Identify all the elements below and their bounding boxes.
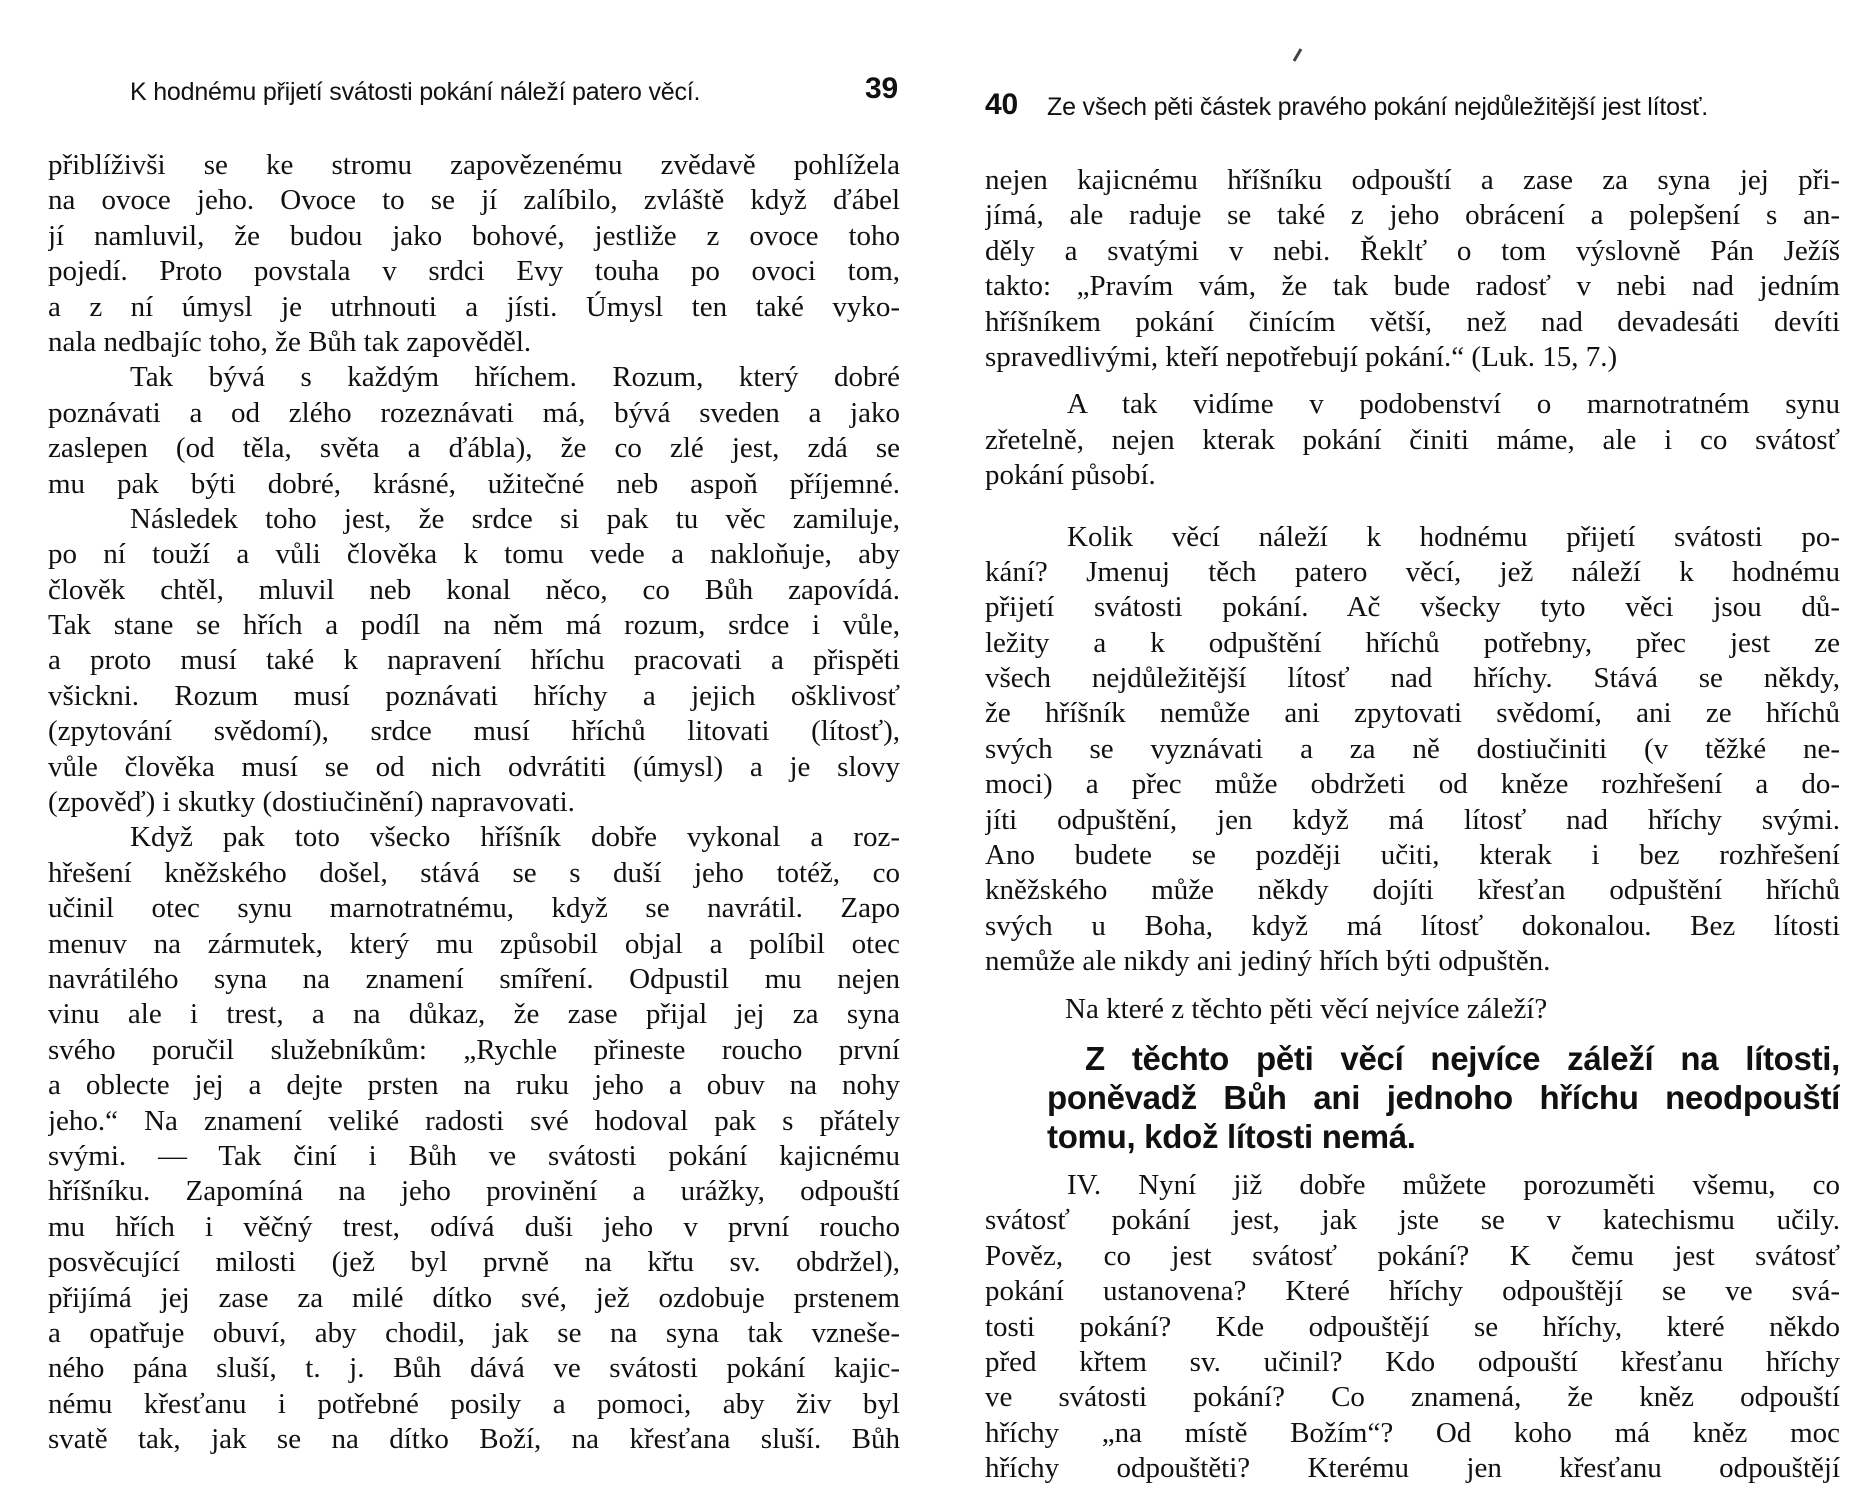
- left-running-title: K hodnému přijetí svátosti pokání náleží patero věcí.: [130, 78, 701, 106]
- text-line: jímá, ale raduje se také z jeho obrácení a polepšení s an-: [985, 199, 1840, 232]
- text-line: všickni. Rozum musí poznávati hříchy a jejich ošklivosť: [48, 679, 900, 712]
- text-line: učinil otec synu marnotratnému, když se navrátil. Zapo: [48, 892, 900, 925]
- text-line: svých u Boha, když má lítosť dokonalou. Bez lítosti: [985, 909, 1840, 942]
- text-line: zřetelně, nejen kterak pokání činiti máme, ale i co svátosť: [985, 423, 1840, 456]
- text-line: ležity a k odpuštění hříchů potřebny, přec jest ze: [985, 626, 1840, 659]
- text-line: navrátilého syna na znamení smíření. Odpustil mu nejen: [48, 962, 900, 995]
- text-line: po ní touží a vůli člověka k tomu vede a nakloňuje, aby: [48, 538, 900, 571]
- text-line: že hříšník nemůže ani zpytovati svědomí, ani ze hříchů: [985, 697, 1840, 730]
- text-line: vůle člověka musí se od nich odvrátiti (úmysl) a je slovy: [48, 750, 900, 783]
- text-line: ve svátosti pokání? Co znamená, že kněz odpouští: [985, 1381, 1840, 1414]
- catechism-answer: [985, 1039, 1840, 1156]
- text-line: svatě tak, jak se na dítko Boží, na křesťana sluší. Bůh: [48, 1423, 900, 1456]
- catechism-question: [985, 992, 1840, 1027]
- text-line: menuv na zármutek, který mu způsobil objal a políbil otec: [48, 927, 900, 960]
- paragraph: [48, 502, 900, 821]
- text-line: Pověz, co jest svátosť pokání? K čemu jest svátosť: [985, 1239, 1840, 1272]
- paragraph: [985, 387, 1840, 493]
- text-line: moci) a přec může obdržeti od kněze rozhřešení a do-: [985, 768, 1840, 801]
- text-line: Tak bývá s každým hříchem. Rozum, který dobré: [130, 361, 900, 394]
- text-line: a z ní úmysl je utrhnouti a jísti. Úmysl ten také vyko-: [48, 290, 900, 323]
- answer-line: tomu, kdož lítosti nemá.: [1047, 1117, 1416, 1155]
- text-line: Ano budete se později učiti, kterak i bez rozhřešení: [985, 839, 1840, 872]
- text-line: takto: „Pravím vám, že tak bude radosť v nebi nad jedním: [985, 270, 1840, 303]
- text-line: kání? Jmenuj těch patero věcí, jež náleží k hodnému: [985, 555, 1840, 588]
- text-line: nemůže ale nikdy ani jediný hřích býti odpuštěn.: [985, 945, 1551, 978]
- right-body-text: [985, 163, 1840, 1487]
- text-line: hříšníku. Zapomíná na jeho provinění a urážky, odpouští: [48, 1175, 900, 1208]
- text-line: nému křesťanu i potřebné posily a pomoci, aby živ byl: [48, 1387, 900, 1420]
- paragraph: [48, 360, 900, 502]
- text-line: Tak stane se hřích a podíl na něm má rozum, srdce i vůle,: [48, 609, 900, 642]
- right-page: [985, 0, 1840, 1500]
- text-line: svého poručil služebníkům: „Rychle přineste roucho první: [48, 1033, 900, 1066]
- answer-line: poněvadž Bůh ani jednoho hříchu neodpouští: [1047, 1078, 1840, 1116]
- text-line: pokání ustanovena? Které hříchy odpouštějí se ve svá-: [985, 1275, 1840, 1308]
- text-line: na ovoce jeho. Ovoce to se jí zalíbilo, zvláště když ďábel: [48, 184, 900, 217]
- text-line: nala nedbajíc toho, že Bůh tak zapověděl.: [48, 325, 532, 358]
- text-line: Když pak toto všecko hříšník dobře vykonal a roz-: [130, 821, 900, 854]
- text-line: spravedlivými, kteří nepotřebují pokání.“ (Luk. 15, 7.): [985, 340, 1618, 373]
- text-line: člověk chtěl, mluvil neb konal něco, co Bůh zapovídá.: [48, 573, 900, 606]
- text-line: před křtem sv. učinil? Kdo odpouští křesťanu hříchy: [985, 1345, 1840, 1378]
- text-line: jeho.“ Na znamení veliké radosti své hodoval pak s přátely: [48, 1104, 900, 1137]
- left-page: [48, 0, 900, 1500]
- paragraph: [985, 520, 1840, 980]
- text-line: IV. Nyní již dobře můžete porozuměti všemu, co: [1067, 1168, 1840, 1201]
- text-line: hříšníkem pokání činícím větší, než nad devadesáti devíti: [985, 305, 1840, 338]
- text-line: vinu ale i trest, a na důkaz, že zase přijal jej za syna: [48, 998, 900, 1031]
- paragraph: [48, 148, 900, 360]
- text-line: zaslepen (od těla, světa a ďábla), že co zlé jest, zdá se: [48, 432, 900, 465]
- text-line: všech nejdůležitější lítosť nad hříchy. Stává se někdy,: [985, 662, 1840, 695]
- text-line: posvěcující milosti (jež byl prvně na křtu sv. obdržel),: [48, 1246, 900, 1279]
- text-line: mu pak býti dobré, krásné, užitečné neb aspoň příjemné.: [48, 467, 900, 500]
- paragraph: [48, 820, 900, 1457]
- text-line: přijímá jej zase za milé dítko své, jež ozdobuje prstenem: [48, 1281, 900, 1314]
- text-line: nejen kajicnému hříšníku odpouští a zase za syna jej při-: [985, 164, 1840, 196]
- text-line: hřešení kněžského došel, stává se s duší jeho totéž, co: [48, 856, 900, 889]
- text-line: hříchy odpouštěti? Kterému jen křesťanu odpouštějí: [985, 1452, 1840, 1485]
- text-line: A tak vidíme v podobenství o marnotratném synu: [1067, 388, 1840, 421]
- text-line: ného pána sluší, t. j. Bůh dává ve svátosti pokání kajic-: [48, 1352, 900, 1385]
- text-line: a opatřuje obuví, aby chodil, jak se na syna tak vzneše-: [48, 1316, 900, 1349]
- text-line: jíti odpuštění, jen když má lítosť nad hříchy svými.: [985, 803, 1840, 836]
- text-line: (zpověď) i skutky (dostiučinění) napravovati.: [48, 786, 575, 819]
- paragraph: [985, 1168, 1840, 1487]
- text-line: Následek toho jest, že srdce si pak tu věc zamiluje,: [130, 502, 900, 535]
- text-line: pojedí. Proto povstala v srdci Evy touha po ovoci tom,: [48, 255, 900, 288]
- text-line: a oblecte jej a dejte prsten na ruku jeho a obuv na nohy: [48, 1069, 900, 1102]
- left-body-text: [48, 148, 900, 1457]
- text-line: jí namluvil, že budou jako bohové, jestliže z ovoce toho: [48, 219, 900, 252]
- text-line: pokání působí.: [985, 459, 1156, 492]
- text-line: a proto musí také k napravení hříchu pracovati a přispěti: [48, 644, 900, 677]
- question-line: Na které z těchto pěti věcí nejvíce záleží?: [1065, 992, 1548, 1025]
- text-line: tosti pokání? Kde odpouštějí se hříchy, které někdo: [985, 1310, 1840, 1343]
- text-line: svými. — Tak činí i Bůh ve svátosti pokání kajicnému: [48, 1139, 900, 1172]
- text-line: přijetí svátosti pokání. Ač všecky tyto věci jsou dů-: [985, 591, 1840, 624]
- right-running-title: Ze všech pěti částek pravého pokání nejdůležitější jest lítosť.: [1047, 93, 1709, 121]
- text-line: svátosť pokání jest, jak jste se v katechismu učily.: [985, 1204, 1840, 1237]
- text-line: poznávati a od zlého rozeznávati má, bývá sveden a jako: [48, 396, 900, 429]
- text-line: Kolik věcí náleží k hodnému přijetí svátosti po-: [1067, 520, 1840, 553]
- right-running-head: [985, 88, 1840, 128]
- left-page-number: 39: [865, 72, 898, 105]
- text-line: přiblíživši se ke stromu zapovězenému zvědavě pohlížela: [48, 149, 900, 181]
- text-line: děly a svatými v nebi. Řeklť o tom výslovně Pán Ježíš: [985, 234, 1840, 267]
- right-page-number: 40: [985, 88, 1018, 121]
- answer-line: Z těchto pěti věcí nejvíce záleží na lítosti,: [1085, 1039, 1840, 1077]
- text-line: kněžského může někdy dojíti křesťan odpuštění hříchů: [985, 874, 1840, 907]
- text-line: svých se vyznávati a za ně dostiučiniti (v těžké ne-: [985, 732, 1840, 765]
- paragraph: [985, 163, 1840, 375]
- text-line: hříchy „na místě Božím“? Od koho má kněz moc: [985, 1416, 1840, 1449]
- left-running-head: [48, 72, 900, 112]
- text-line: mu hřích i věčný trest, odívá duši jeho v první roucho: [48, 1210, 900, 1243]
- text-line: (zpytování svědomí), srdce musí hříchů litovati (lítosť),: [48, 715, 900, 748]
